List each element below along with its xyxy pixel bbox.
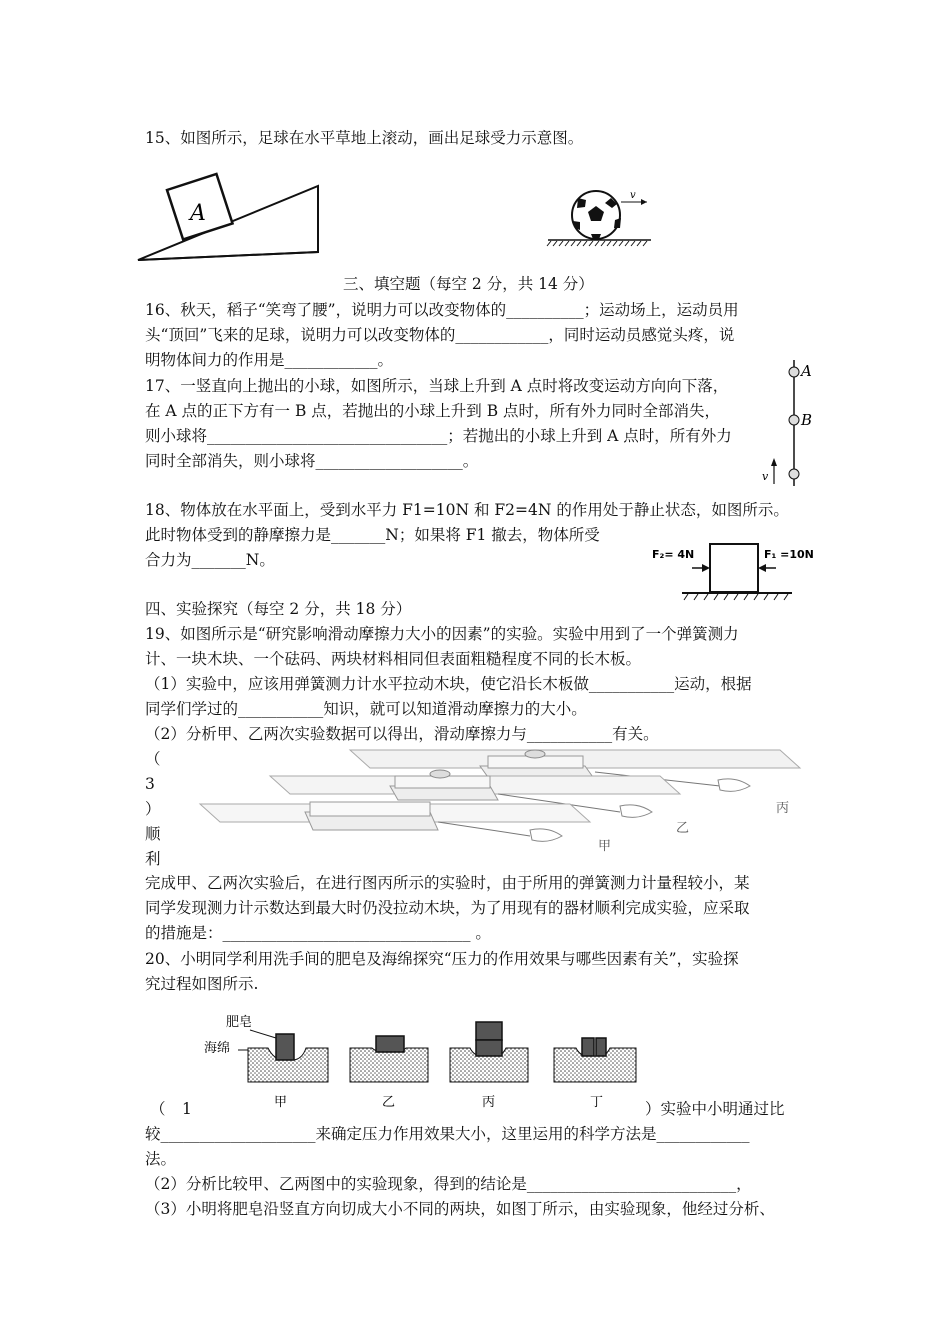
q18-line1: 18、物体放在水平面上，受到水平力 F1=10N 和 F2=4N 的作用处于静止状态，如图所示。 (145, 501, 789, 519)
sponge-yi (350, 1048, 428, 1082)
q16-line2: 头“顶回”飞来的足球，说明力可以改变物体的____________，同时运动员感觉头疼，说 (145, 326, 735, 344)
q19-side-char-4: 顺 (145, 825, 161, 843)
object-block (710, 544, 758, 592)
q18-line3: 合力为_______N。 (145, 551, 275, 569)
section4-title: 四、实验探究（每空 2 分，共 18 分） (145, 600, 412, 618)
q20-part1-tail: ）实验中小明通过比 (645, 1100, 785, 1118)
soap-yi (376, 1036, 404, 1052)
q17-line3: 则小球将_______________________________；若抛出的小球上升到 A 点时，所有外力 (145, 427, 732, 445)
soap-bing-bottom (476, 1040, 502, 1056)
q20-line2: 究过程如图所示. (145, 975, 259, 993)
q20-part1-num: 1 (182, 1100, 192, 1118)
label-v: v (762, 470, 769, 483)
q17-line4: 同时全部消失，则小球将___________________。 (145, 452, 479, 470)
panel-label-jia: 甲 (274, 1095, 288, 1110)
soap-label: 肥皂 (226, 1015, 253, 1030)
q19-line4: 同学们学过的___________知识，就可以知道滑动摩擦力的大小。 (145, 700, 587, 718)
incline-figure (130, 172, 330, 264)
friction-forces-figure (652, 538, 822, 604)
q20-line3: 较____________________来确定压力作用效果大小，这里运用的科学方法是____________ (145, 1125, 750, 1143)
section3-title: 三、填空题（每空 2 分，共 14 分） (343, 275, 594, 293)
panel-label-ding: 丁 (590, 1095, 604, 1110)
block-a-label: A (190, 201, 206, 226)
soap-jia (276, 1034, 294, 1060)
soap-ding-left (582, 1038, 594, 1056)
point-b (789, 415, 799, 425)
q19-side-char-3: ） (145, 800, 161, 818)
q20-line6: （3）小明将肥皂沿竖直方向切成大小不同的两块，如图丁所示，由实验现象，他经过分析、 (145, 1200, 775, 1218)
q19-line1: 19、如图所示是“研究影响滑动摩擦力大小的因素”的实验。实验中用到了一个弹簧测力 (145, 625, 739, 643)
q20-line4: 法。 (145, 1150, 177, 1168)
q19-line8: 的措施是：________________________________ 。 (145, 924, 491, 942)
f2-label: F₂= 4N (652, 548, 695, 561)
soccer-ball-figure (545, 188, 655, 248)
q19-line3: （1）实验中，应该用弹簧测力计水平拉动木块，使它沿长木板做___________运动，根据 (145, 675, 752, 693)
ball-start (789, 469, 799, 479)
q15-text: 15、如图所示，足球在水平草地上滚动，画出足球受力示意图。 (145, 129, 584, 147)
sponge-ding (554, 1048, 636, 1082)
label-yi: 乙 (676, 821, 690, 836)
velocity-label: v (630, 190, 636, 201)
sponge-label: 海绵 (204, 1041, 231, 1056)
q16-line1: 16、秋天，稻子“笑弯了腰”，说明力可以改变物体的__________；运动场上，运动员用 (145, 301, 739, 319)
panel-label-yi: 乙 (382, 1095, 396, 1110)
friction-experiment-figure (190, 746, 810, 854)
q20-line5: （2）分析比较甲、乙两图中的实验现象，得到的结论是___________________________， (145, 1175, 752, 1193)
label-a: A (801, 362, 812, 380)
q19-line2: 计、一块木块、一个砝码、两块材料相同但表面粗糙程度不同的长木板。 (145, 650, 642, 668)
q18-line2: 此时物体受到的静摩擦力是_______N；如果将 F1 撤去，物体所受 (145, 526, 600, 544)
label-b: B (801, 411, 813, 429)
f1-label: F₁ =10N (764, 548, 814, 561)
soap-ding-right (596, 1038, 606, 1056)
q19-line6: 完成甲、乙两次实验后，在进行图丙所示的实验时，由于所用的弹簧测力计量程较小，某 (145, 874, 750, 892)
q17-line2: 在 A 点的正下方有一 B 点，若抛出的小球上升到 B 点时，所有外力同时全部消失， (145, 402, 721, 420)
panel-label-bing: 丙 (482, 1095, 496, 1110)
label-bing: 丙 (776, 801, 790, 816)
q20-part1-open: （ (150, 1100, 166, 1118)
q19-side-char-5: 利 (145, 850, 161, 868)
q17-line1: 17、一竖直向上抛出的小球，如图所示，当球上升到 A 点时将改变运动方向向下落， (145, 377, 729, 395)
q20-line1: 20、小明同学利用洗手间的肥皂及海绵探究“压力的作用效果与哪些因素有关”，实验探 (145, 950, 739, 968)
point-a (789, 367, 799, 377)
q19-side-char-1: （ (145, 750, 161, 768)
vertical-throw-figure (758, 356, 818, 490)
q16-line3: 明物体间力的作用是____________。 (145, 351, 394, 369)
soap-bing-top (476, 1022, 502, 1040)
q19-line5: （2）分析甲、乙两次实验数据可以得出，滑动摩擦力与___________有关。 (145, 725, 659, 743)
sponge-soap-figure (200, 1010, 650, 1110)
q19-side-char-2: 3 (145, 775, 155, 793)
q19-line7: 同学发现测力计示数达到最大时仍没拉动木块，为了用现有的器材顺利完成实验，应采取 (145, 899, 750, 917)
label-jia: 甲 (598, 839, 612, 854)
